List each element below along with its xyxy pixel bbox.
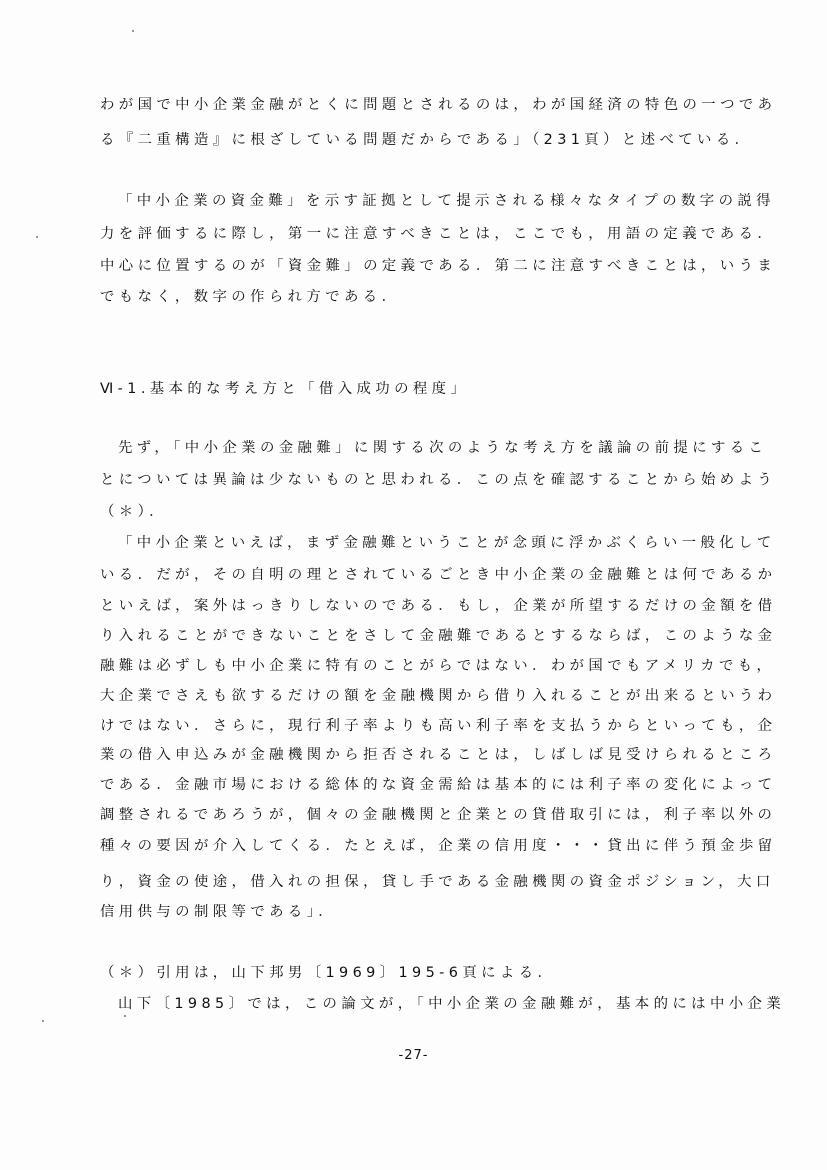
quote-line: 融難は必ずしも中小企業に特有のことがらではない．わが国でもアメリカでも，	[100, 658, 776, 674]
text-line: 力を評価するに際し，第一に注意すべきことは，ここでも，用語の定義である．	[100, 226, 777, 242]
text-line: 中心に位置するのが「資金難」の定義である．第二に注意すべきことは，いうま	[100, 258, 777, 274]
quote-line: 業の借入申込みが金融機関から拒否されることは，しばしば見受けられるところ	[100, 747, 777, 763]
scan-speck	[124, 1015, 126, 1017]
text-line: 先ず，「中小企業の金融難」に関する次のような考え方を議論の前提にするこ	[118, 440, 768, 456]
footnote-line: 山下〔1985〕では，この論文が，「中小企業の金融難が，基本的には中小企業	[118, 996, 786, 1012]
quote-line: 調整されるであろうが，個々の金融機関と企業との貸借取引には，利子率以外の	[100, 807, 777, 823]
text-line: る『二重構造』に根ざしている問題だからである」（231頁）と述べている．	[100, 132, 754, 148]
scan-speck	[36, 236, 38, 238]
scan-speck	[42, 1020, 44, 1022]
quote-line: 「中小企業といえば，まず金融難ということが念頭に浮かぶくらい一般化して	[118, 535, 776, 551]
scan-speck	[132, 30, 134, 32]
quote-line: 大企業でさえも欲するだけの額を金融機関から借り入れることが出来るというわ	[100, 688, 777, 704]
text-line: （＊）．	[100, 504, 168, 520]
text-line: 「中小企業の資金難」を示す証拠として提示される様々なタイプの数字の説得	[118, 193, 775, 209]
quote-line: けではない．さらに，現行利子率よりも高い利子率を支払うからといっても，企	[100, 718, 777, 734]
text-line: とについては異論は少ないものと思われる．この点を確認することから始めよう	[100, 472, 777, 488]
quote-line: いる．だが，その自明の理とされているごとき中小企業の金融難とは何であるか	[100, 567, 777, 583]
text-line: わが国で中小企業金融がとくに問題とされるのは，わが国経済の特色の一つであ	[100, 97, 777, 113]
footnote-line: （＊）引用は，山下邦男〔1969〕195-6頁による．	[100, 965, 557, 981]
text-line: でもなく，数字の作られ方である．	[100, 289, 401, 305]
quote-line: り入れることができないことをさして金融難であるとするならば，このような金	[100, 628, 777, 644]
quote-line: り，資金の使途，借入れの担保，貸し手である金融機関の資金ポジション，大口	[100, 874, 775, 890]
page-number: -27-	[398, 1048, 429, 1063]
quote-line: 信用供与の制限等である」．	[100, 904, 338, 920]
quote-line: 種々の要因が介入してくる．たとえば，企業の信用度・・・貸出に伴う預金歩留	[100, 838, 777, 854]
quote-line: といえば，案外はっきりしないのである．もし，企業が所望するだけの金額を借	[100, 598, 777, 614]
quote-line: である．金融市場における総体的な資金需給は基本的には利子率の変化によって	[100, 777, 777, 793]
section-heading: Ⅵ-1.基本的な考え方と「借入成功の程度」	[100, 381, 470, 397]
